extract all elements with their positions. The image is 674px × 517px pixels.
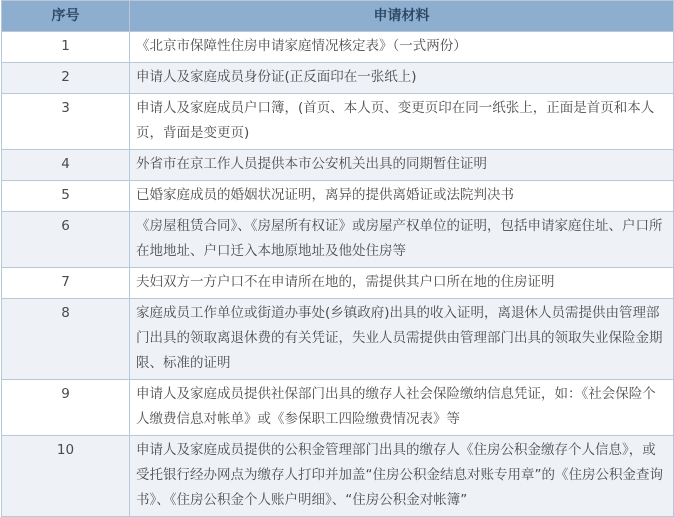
row-material: 家庭成员工作单位或街道办事处(乡镇政府)出具的收入证明，离退休人员需提供由管理部门出具的领取离退休费的有关凭证，失业人员需提供由管理部门出具的领取失业保险金期限、标准的证明 — [130, 299, 674, 380]
table-row — [2, 150, 674, 181]
table-row — [2, 63, 674, 94]
row-material: 申请人及家庭成员提供的公积金管理部门出具的缴存人《住房公积金缴存个人信息》，或受托银行经办网点为缴存人打印并加盖“住房公积金结息对账专用章”的《住房公积金查询书》、《住房公积金个人账户明细》、“住房公积金对帐簿” — [130, 436, 674, 517]
row-material: 申请人及家庭成员户口簿，(首页、本人页、变更页印在同一纸张上，正面是首页和本人页，背面是变更页) — [130, 94, 674, 150]
table-row — [2, 436, 674, 517]
row-material: 外省市在京工作人员提供本市公安机关出具的同期暂住证明 — [130, 150, 674, 181]
row-number: 10 — [2, 436, 130, 517]
row-number: 4 — [2, 150, 130, 181]
row-number: 3 — [2, 94, 130, 150]
row-number: 1 — [2, 32, 130, 63]
table-row — [2, 212, 674, 268]
table-row — [2, 299, 674, 380]
header-row — [2, 1, 674, 32]
table-row — [2, 268, 674, 299]
row-number: 8 — [2, 299, 130, 380]
row-material: 《北京市保障性住房申请家庭情况核定表》（一式两份） — [130, 32, 674, 63]
table-row — [2, 32, 674, 63]
table-row — [2, 181, 674, 212]
row-number: 2 — [2, 63, 130, 94]
row-number: 7 — [2, 268, 130, 299]
row-number: 5 — [2, 181, 130, 212]
row-material: 申请人及家庭成员提供社保部门出具的缴存人社会保险缴纳信息凭证，如：《社会保险个人缴费信息对帐单》或《参保职工四险缴费情况表》等 — [130, 380, 674, 436]
table-row — [2, 94, 674, 150]
row-material: 申请人及家庭成员身份证(正反面印在一张纸上) — [130, 63, 674, 94]
table-row — [2, 380, 674, 436]
materials-table — [1, 0, 674, 517]
row-number: 6 — [2, 212, 130, 268]
row-number: 9 — [2, 380, 130, 436]
header-material: 申请材料 — [130, 1, 674, 32]
row-material: 《房屋租赁合同》、《房屋所有权证》或房屋产权单位的证明，包括申请家庭住址、户口所在地地址、户口迁入本地原地址及他处住房等 — [130, 212, 674, 268]
row-material: 夫妇双方一方户口不在申请所在地的，需提供其户口所在地的住房证明 — [130, 268, 674, 299]
row-material: 已婚家庭成员的婚姻状况证明，离异的提供离婚证或法院判决书 — [130, 181, 674, 212]
header-no: 序号 — [2, 1, 130, 32]
